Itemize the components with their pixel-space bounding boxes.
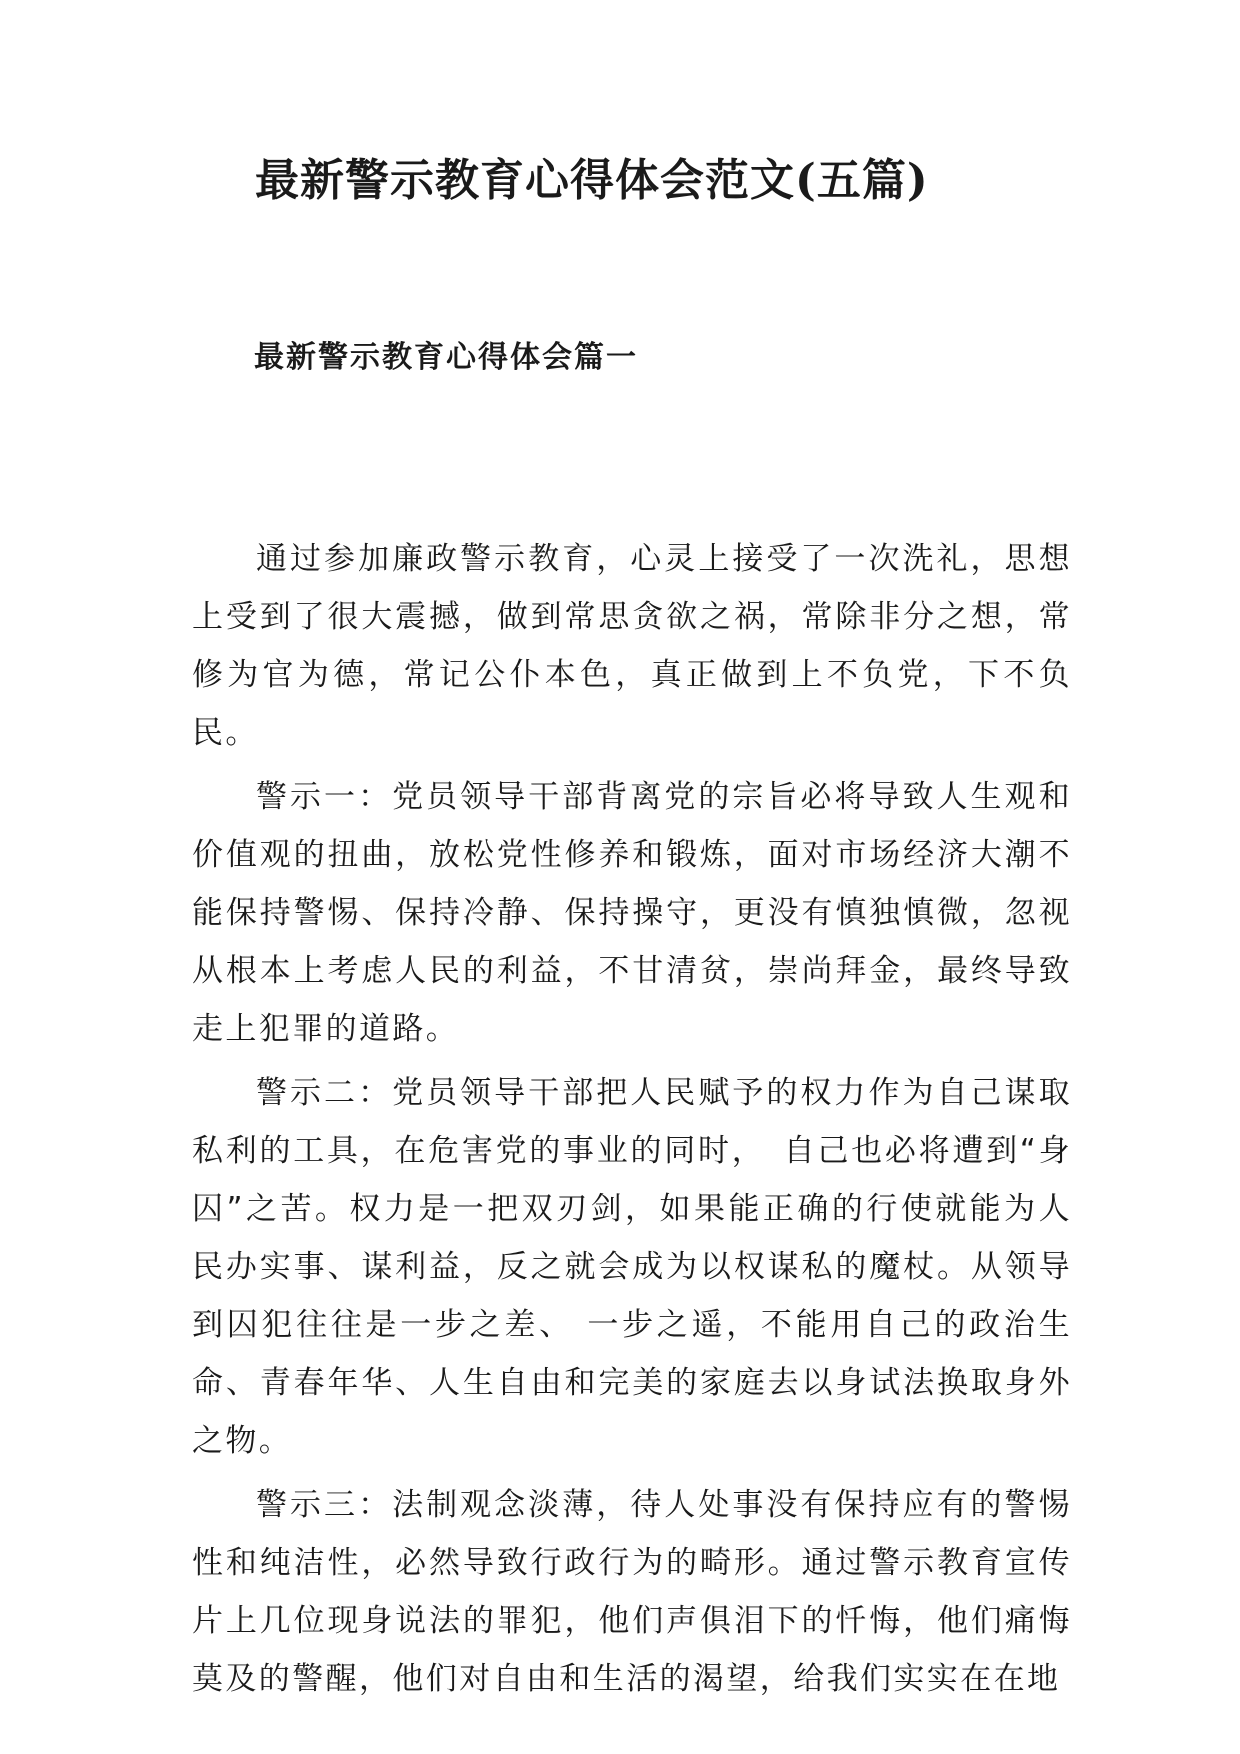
paragraph-warning-three: 警示三：法制观念淡薄，待人处事没有保持应有的警惕性和纯洁性，必然导致行政行为的畸形。通过警示教育宣传片上几位现身说法的罪犯，他们声俱泪下的忏悔，他们痛悔莫及的警醒，他们对自由和生活的渴望，给我们实实在在地 bbox=[192, 1487, 1072, 1697]
paragraph-warning-one: 警示一：党员领导干部背离党的宗旨必将导致人生观和价值观的扭曲，放松党性修养和锻炼，面对市场经济大潮不能保持警惕、保持冷静、保持操守，更没有慎独慎微，忽视从根本上考虑人民的利益，不甘清贫，崇尚拜金，最终导致走上犯罪的道路。 bbox=[192, 779, 1072, 1047]
section-heading: 最新警示教育心得体会篇一 bbox=[254, 340, 638, 375]
document-title: 最新警示教育心得体会范文(五篇) bbox=[255, 155, 929, 206]
document-body bbox=[192, 530, 1072, 1708]
paragraph-intro: 通过参加廉政警示教育，心灵上接受了一次洗礼，思想上受到了很大震撼，做到常思贪欲之祸，常除非分之想，常修为官为德，常记公仆本色，真正做到上不负党，下不负民。 bbox=[192, 541, 1072, 751]
paragraph-warning-two: 警示二：党员领导干部把人民赋予的权力作为自己谋取私利的工具，在危害党的事业的同时， 自己也必将遭到“身囚”之苦。权力是一把双刃剑，如果能正确的行使就能为人民办实事、谋利益，反之就会成为以权谋私的魔杖。从领导到囚犯往往是一步之差、 一步之遥，不能用自己的政治生命、青春年华、人生自由和完美的家庭去以身试法换取身外之物。 bbox=[192, 1075, 1072, 1459]
